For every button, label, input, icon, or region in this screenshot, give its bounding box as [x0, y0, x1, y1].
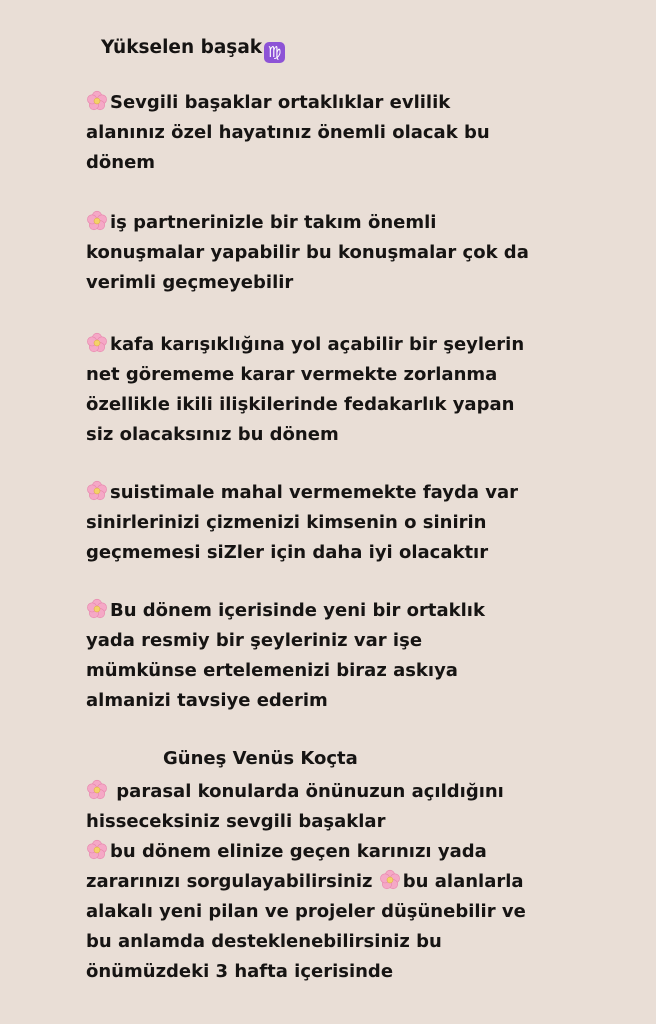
paragraph-line: yada resmiy bir şeyleriniz var işe	[86, 630, 423, 651]
pink-flower-icon	[86, 839, 108, 861]
paragraph-2	[86, 208, 529, 298]
paragraph-line: Bu dönem içerisinde yeni bir ortaklık	[86, 596, 485, 626]
paragraph-line: parasal konularda önünuzun açıldığını	[86, 777, 526, 807]
paragraph-line: zararınızı sorgulayabilirsiniz bu alanlarla	[86, 871, 524, 892]
paragraph-line: almanizi tavsiye ederim	[86, 690, 328, 711]
paragraph-line: hisseceksiniz sevgili başaklar	[86, 811, 386, 832]
paragraph-line: iş partnerinizle bir takım önemli	[86, 208, 529, 238]
paragraph-line: kafa karışıklığına yol açabilir bir şeylerin	[86, 330, 524, 360]
paragraph-line: mümkünse ertelemenizi biraz askıya	[86, 660, 458, 681]
paragraph-line: suistimale mahal vermemekte fayda var	[86, 478, 518, 508]
paragraph-line: önümüzdeki 3 hafta içerisinde	[86, 961, 394, 982]
virgo-sign-icon: ♍	[264, 42, 285, 63]
paragraph-line: dönem	[86, 152, 156, 173]
paragraph-line: konuşmalar yapabilir bu konuşmalar çok da	[86, 242, 529, 263]
paragraph-line: bu anlamda desteklenebilirsiniz bu	[86, 931, 442, 952]
paragraph-line: alakalı yeni pilan ve projeler düşünebilir ve	[86, 901, 526, 922]
paragraph-line: net görememe karar vermekte zorlanma	[86, 364, 498, 385]
paragraph-line: Sevgili başaklar ortaklıklar evlilik	[86, 88, 490, 118]
page-title: Yükselen başak	[101, 37, 263, 58]
paragraph-5	[86, 596, 485, 716]
paragraph-line: verimli geçmeyebilir	[86, 272, 294, 293]
paragraph-line: sinirlerinizi çizmenizi kimsenin o sinirin	[86, 512, 487, 533]
pink-flower-icon	[86, 480, 108, 502]
pink-flower-icon	[86, 210, 108, 232]
paragraph-line: özellikle ikili ilişkilerinde fedakarlık yapan	[86, 394, 515, 415]
paragraph-line: siz olacaksınız bu dönem	[86, 424, 339, 445]
paragraph-3	[86, 330, 524, 450]
paragraph-line: geçmemesi siZler için daha iyi olacaktır	[86, 542, 489, 563]
paragraph-line: alanınız özel hayatınız önemli olacak bu	[86, 122, 490, 143]
pink-flower-icon	[86, 779, 108, 801]
pink-flower-icon	[86, 90, 108, 112]
title-row	[101, 33, 285, 63]
paragraph-4	[86, 478, 518, 568]
pink-flower-icon	[379, 869, 401, 891]
section-2-body	[86, 777, 526, 987]
section-heading: Güneş Venüs Koçta	[163, 748, 358, 769]
paragraph-line: bu dönem elinize geçen karınızı yada	[86, 837, 526, 867]
pink-flower-icon	[86, 598, 108, 620]
paragraph-1	[86, 88, 490, 178]
pink-flower-icon	[86, 332, 108, 354]
